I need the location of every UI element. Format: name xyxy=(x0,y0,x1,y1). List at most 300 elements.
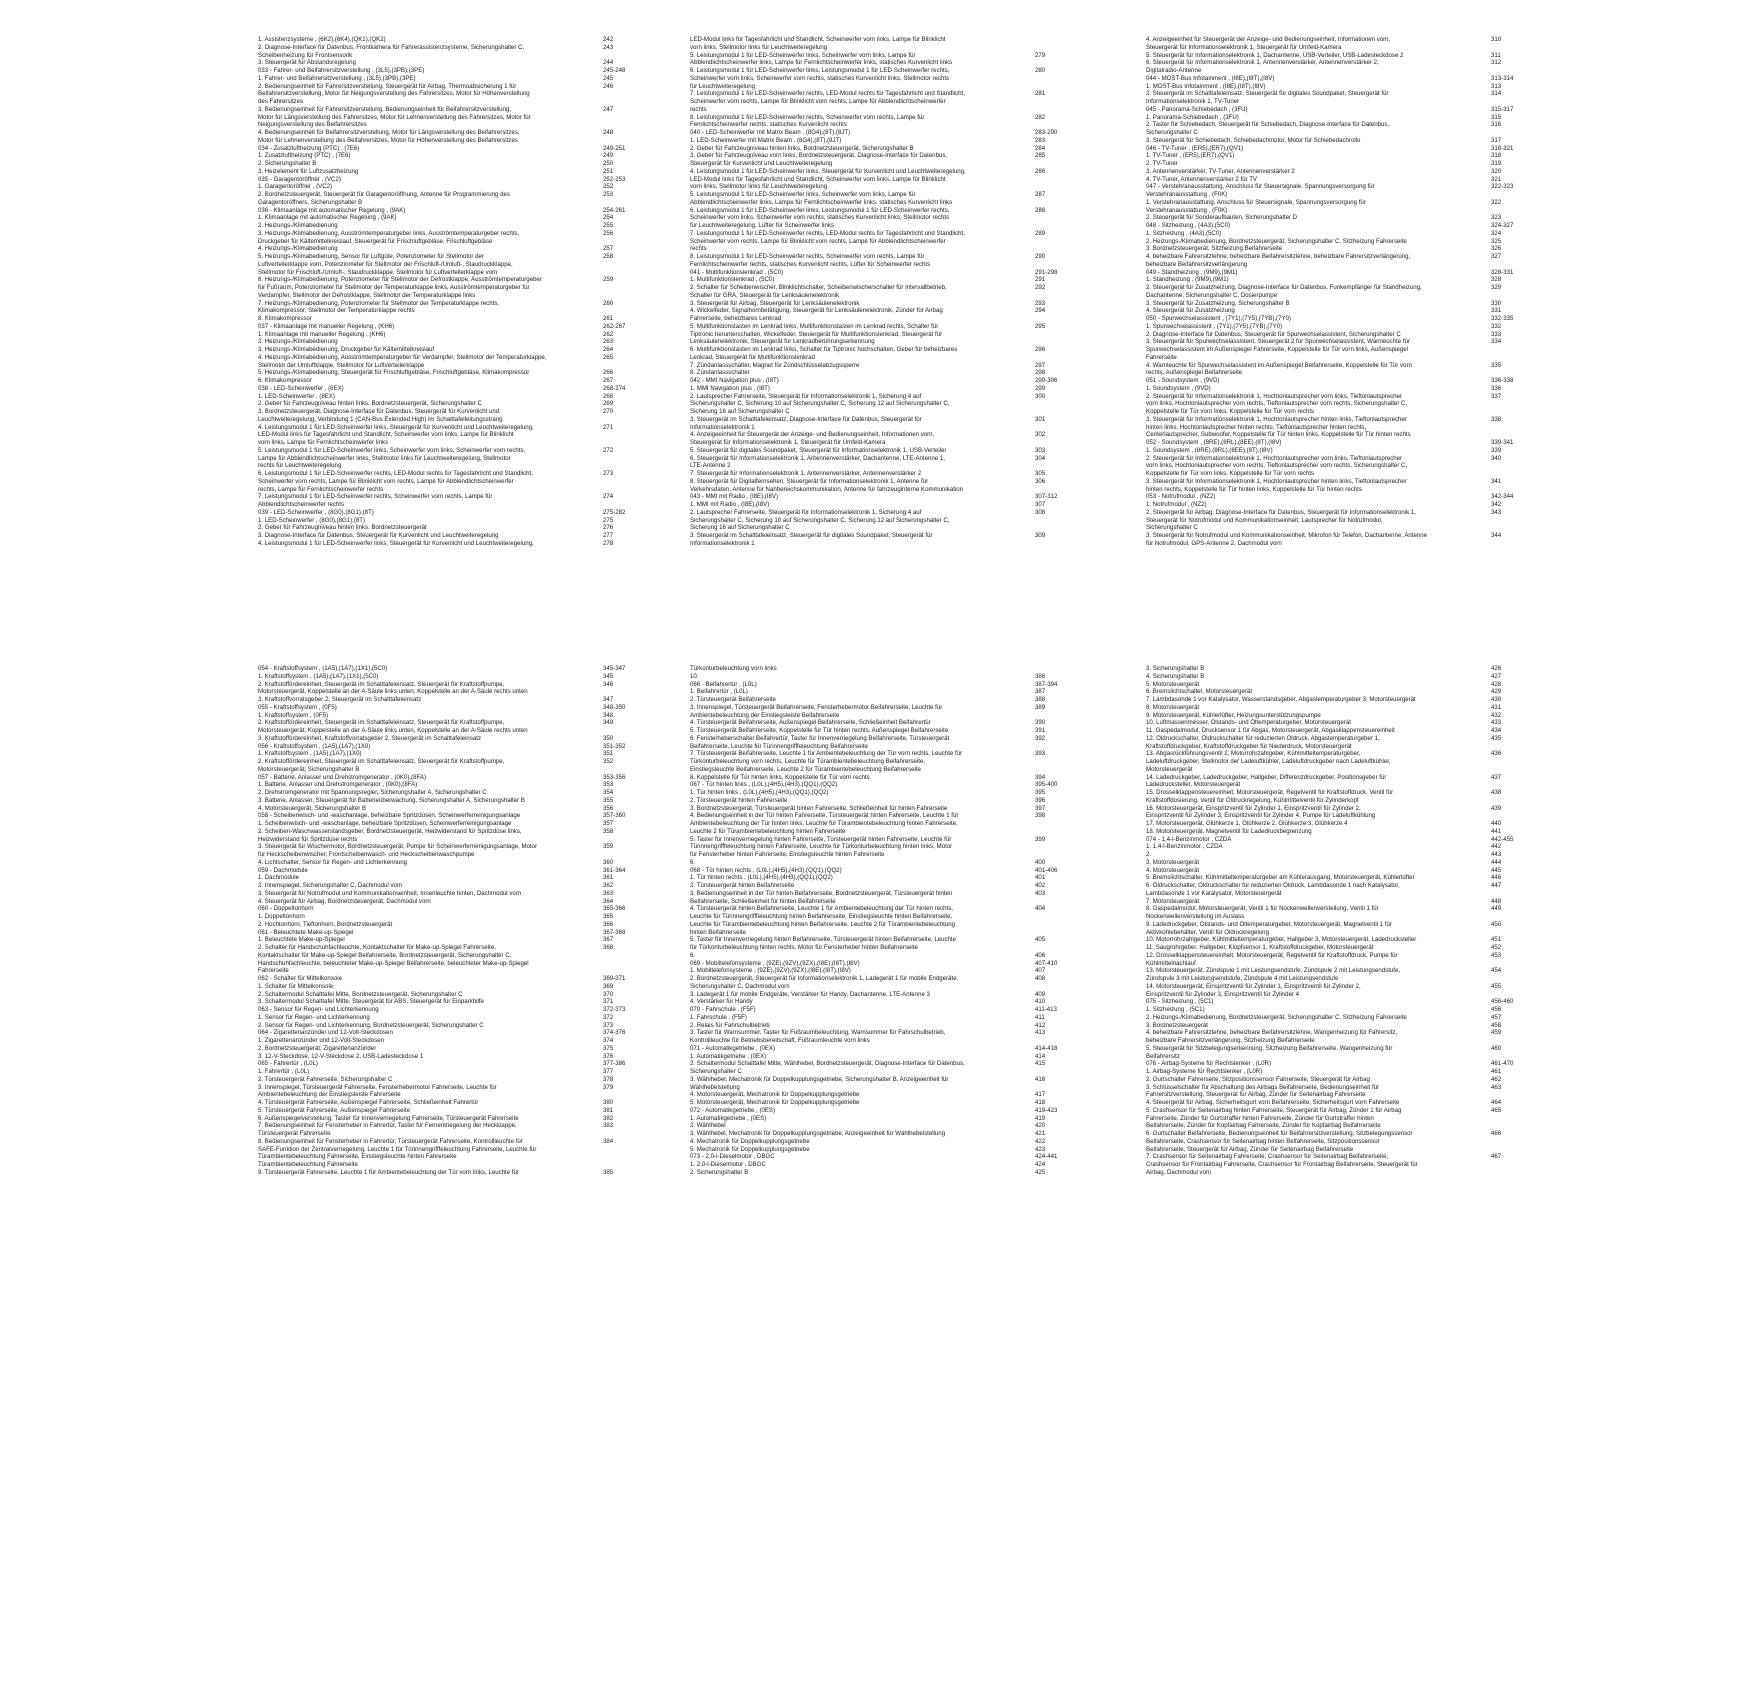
index-entry xyxy=(258,152,628,160)
entry-text: Ambientebeleuchtung der Tür hinten links, Leuchte für Türambientebeleuchtung hinten Fahrerseite, xyxy=(690,820,958,827)
entry-text: Spurwechselassistent im Außenspiegel Fahrerseite, Koppelstelle für Tür vorn links, Außenspiegel xyxy=(1146,346,1409,353)
page-number: 419 xyxy=(1035,1114,1046,1122)
page-number: 273 xyxy=(603,470,614,477)
page-number: 369-371 xyxy=(603,975,626,982)
entry-text: Centerlautsprecher, Subwoofer, Koppelstelle für Tür hinten links, Koppelstelle für Tür hinten rechts xyxy=(1146,431,1411,439)
page-number: 347 xyxy=(603,696,614,703)
index-entry xyxy=(690,52,1060,60)
index-entry xyxy=(690,462,1060,470)
index-entry xyxy=(690,1122,1060,1130)
page-number: 326 xyxy=(1491,245,1502,253)
index-entry xyxy=(690,1153,1060,1161)
entry-text: 6. xyxy=(690,951,696,959)
page-number: 308 xyxy=(1035,508,1046,516)
entry-text: Leuchtweiteregelung, Verbindung 1 (CAN-Bus Extended High) im Schalttafelleitungsstrang xyxy=(258,415,503,423)
entry-text: Beifahrerseite, Zünder für Kopfairbag Fahrerseite, Zünder für Kopfairbag Beifahrerseite xyxy=(1146,1122,1381,1130)
entry-text: 11. Gaspedalmodul, Drucksensor 1 für Abgas, Motorsteuergerät, Abgasklappensteuereinheit xyxy=(1146,727,1395,734)
index-entry xyxy=(690,704,1060,712)
entry-text: Scheinwerfer vorn links, Scheinwerfer vorn rechts, statisches Kurvenlicht links, Stellmotor rechts xyxy=(690,74,950,82)
index-entry xyxy=(258,276,628,284)
index-entry xyxy=(690,774,1060,782)
entry-text: 4. Türsteuergerät Fahrerseite, Außenspiegel Fahrerseite, Schließeinheit Fahrertür xyxy=(258,1099,479,1106)
entry-text: 1. Schalter für Mittelkonsole xyxy=(258,982,334,990)
entry-text: 1. TV-Tuner , (ER5),(ER7),(QV1) xyxy=(1146,152,1235,160)
page-number: 290 xyxy=(1035,253,1046,260)
page-number: 457 xyxy=(1491,1013,1502,1021)
index-entry xyxy=(690,1006,1060,1014)
index-entry xyxy=(1146,673,1516,681)
entry-text: Leuchte 2 für Türambientebeleuchtung hinten Fahrerseite xyxy=(690,827,846,835)
page-number: 252-253 xyxy=(603,175,626,183)
entry-text: vorn links, Hochtonlautsprecher vorn rechts, Tieftonlautsprecher vorn rechts, Sicherungshalter C, xyxy=(1146,400,1408,408)
index-entry xyxy=(258,455,628,463)
entry-text: 2. Innenspiegel, Sicherungshalter C, Dachmodul vorn xyxy=(258,882,403,889)
page-number: 364 xyxy=(603,897,614,905)
entry-text: 1. Fahrschule , (F5F) xyxy=(690,1013,747,1021)
index-entry xyxy=(690,1037,1060,1045)
page-number: 244 xyxy=(603,59,614,67)
entry-text: 3. Bordnetzsteuergerät, Sitzheizung Beifahrerseite xyxy=(1146,245,1283,253)
index-entry xyxy=(690,393,1060,401)
index-entry xyxy=(690,1053,1060,1061)
page-number: 404 xyxy=(1035,905,1046,913)
entry-text: Motorsteuergerät, Koppelstelle an der A-Säule links unten, Koppelstelle an der A-Säule rechts unten xyxy=(258,727,528,734)
index-entry xyxy=(690,532,1060,540)
entry-text: Kontaktschalter für Make-up-Spiegel Beifahrerseite, Bordnetzsteuergerät, Sicherungshalter C, xyxy=(258,951,512,959)
entry-text: 1. 1,4-l-Benzinmotor , CZDA xyxy=(1146,843,1223,851)
index-entry xyxy=(690,665,1060,673)
entry-text: 2. Bordnetzsteuergerät, Steuergerät für Informationselektronik 1, Ladegerät 1 für mobile Endgeräte, xyxy=(690,975,959,982)
page-number: 367 xyxy=(603,936,614,944)
entry-text: 064 - Zigarettenanzünder und 12-Volt-Steckdosen xyxy=(258,1029,393,1037)
entry-text: des Fahrersitzes xyxy=(258,98,304,105)
page-number: 452 xyxy=(1491,944,1502,951)
index-entry xyxy=(1146,59,1516,67)
index-entry xyxy=(690,36,1060,44)
index-entry xyxy=(258,532,628,540)
entry-text: 2. Sicherungshalter B xyxy=(690,1168,749,1176)
entry-text: 3. Steuergerät für Notrufmodul und Kommunikationseinheit, Innenleuchte hinten, Dachmodul vorn xyxy=(258,889,522,897)
index-entry xyxy=(690,766,1060,774)
index-entry xyxy=(1146,400,1516,408)
index-entry xyxy=(1146,735,1516,743)
index-entry xyxy=(1146,98,1516,106)
entry-text: Lambdasonde 1 vor Katalysator, Motorsteuergerät xyxy=(1146,889,1282,897)
page-number: 449 xyxy=(1491,905,1502,913)
index-entry xyxy=(690,719,1060,727)
entry-text: rechts, Lampe für Fernlichtscheinwerfer rechts xyxy=(258,485,384,493)
index-entry xyxy=(258,727,628,735)
index-entry xyxy=(258,323,628,331)
index-entry xyxy=(1146,890,1516,898)
entry-text: Nockenwellenverstellung im Auslass xyxy=(1146,913,1245,920)
page-number: 358 xyxy=(603,827,614,835)
entry-text: Airbag, Dachmodul vorn xyxy=(1146,1168,1212,1176)
index-entry xyxy=(258,439,628,447)
page-number: 248 xyxy=(603,129,614,136)
index-entry xyxy=(258,1045,628,1053)
page-number: 281 xyxy=(1035,90,1046,98)
index-entry xyxy=(1146,1053,1516,1061)
page-number: 377-386 xyxy=(603,1060,626,1068)
page-number: 440 xyxy=(1491,820,1502,827)
entry-text: 060 - Doppeltonhorn xyxy=(258,905,314,913)
entry-text: 6. Heizungs-/Klimabedienung, Potenziometer für Stellmotor der Defrostklappe, Ausströmtemperaturgeber xyxy=(258,276,542,284)
index-entry xyxy=(690,493,1060,501)
index-entry xyxy=(1146,781,1516,789)
entry-text: Einspritzventil für Zylinder 3, Einspritzventil für Zylinder 4 xyxy=(1146,990,1300,998)
entry-text: LED-Modul links für Tagesfahrlicht und Standlicht, Scheinwerfer vorn links, Lampe für Blinklicht xyxy=(258,431,514,439)
index-entry xyxy=(258,673,628,681)
entry-text: 3. Bordnetzsteuergerät, Diagnose-Interface für Datenbus, Steuergerät für Kurvenlicht und xyxy=(258,408,500,415)
index-entry xyxy=(1146,836,1516,844)
page-number: 380 xyxy=(603,1099,614,1106)
index-entry xyxy=(1146,346,1516,354)
index-entry xyxy=(690,44,1060,52)
page-number: 294 xyxy=(1035,307,1046,315)
index-column xyxy=(1146,36,1516,548)
entry-text: Heizwiderstand für Spritzdüse rechts xyxy=(258,835,358,843)
page-number: 392 xyxy=(1035,734,1046,742)
index-entry xyxy=(258,176,628,184)
index-entry xyxy=(1146,719,1516,727)
page-number: 366 xyxy=(603,920,614,928)
index-entry xyxy=(258,207,628,215)
entry-text: 6. Multifunktionstasten im Lenkrad links, Schalter für Tiptronic hochschalten, Geber für beheizbares xyxy=(690,346,958,353)
index-entry xyxy=(258,758,628,766)
page-number: 304 xyxy=(1035,454,1046,462)
page-number: 348-350 xyxy=(603,703,626,711)
index-entry xyxy=(690,152,1060,160)
index-entry xyxy=(1146,1060,1516,1068)
page-number: 346 xyxy=(603,680,614,688)
entry-text: Handschuhfachleuchte, beleuchteter Make-up-Spiegel Beifahrerseite, beleuchteter Make-up-Spiegel xyxy=(258,959,529,967)
index-column xyxy=(258,36,628,548)
page-number: 384 xyxy=(603,1137,614,1145)
page-number: 362 xyxy=(603,882,614,889)
index-entry xyxy=(1146,712,1516,720)
index-entry xyxy=(690,812,1060,820)
entry-text: 3. Bedienungseinheit in der Tür hinten Beifahrerseite, Bordnetzsteuergerät, Türsteuergerät hinten xyxy=(690,889,953,897)
page-number: 356 xyxy=(603,804,614,812)
entry-text: 4. Bedienungseinheit in der Tür hinten Fahrerseite, Türsteuergerät hinten Fahrerseite, Leuchte 1 für xyxy=(690,812,959,820)
index-entry xyxy=(690,851,1060,859)
index-entry xyxy=(1146,106,1516,114)
index-entry xyxy=(258,1014,628,1022)
page-number: 419-423 xyxy=(1035,1106,1058,1114)
entry-text: 2. Diagnose-Interface für Datenbus, Steuergerät für Spurwechselassistent, Sicherungshalter C xyxy=(1146,330,1401,338)
entry-text: 5. Motorsteuergerät xyxy=(1146,680,1200,688)
page-number: 257 xyxy=(603,245,614,253)
index-entry xyxy=(258,509,628,517)
entry-text: 7. Crashsensor für Seitenairbag Fahrerseite, Crashsensor für Seitenairbag Beifahrerseite, xyxy=(1146,1153,1389,1161)
entry-text: vorn links, Stellmotor links für Leuchtweiteregelung xyxy=(690,183,828,191)
entry-text: Garagentoröffners, Sicherungshalter B xyxy=(258,198,363,206)
page-number: 315-317 xyxy=(1491,105,1514,113)
index-entry xyxy=(690,323,1060,331)
index-entry xyxy=(1146,998,1516,1006)
page-number: 374-376 xyxy=(603,1029,626,1037)
entry-text: 6. Klimakompressor xyxy=(258,377,312,384)
entry-text: Beifahrerseite, Steuergerät für Airbag, Zünder für Seitenairbag Beifahrerseite xyxy=(1146,1145,1354,1153)
index-entry xyxy=(258,98,628,106)
index-entry xyxy=(690,478,1060,486)
page-number: 436 xyxy=(1491,750,1502,758)
entry-text: 2. Kraftstoffördereinheit, Steuergerät im Schalttafeleinsatz, Steuergerät für Kraftstoffpumpe, xyxy=(258,719,505,727)
entry-text: 3. Schaltermodul Schalttafel Mitte, Steuergerät für ABS, Steuergerät für Einparkhilfe xyxy=(258,998,484,1006)
page-number: 393 xyxy=(1035,750,1046,758)
page-number: 451 xyxy=(1491,936,1502,944)
page-number: 414 xyxy=(1035,1052,1046,1060)
entry-text: Türambientebeleuchtung Fahrerseite xyxy=(258,1161,358,1168)
page-number: 353 xyxy=(603,781,614,789)
index-entry xyxy=(258,424,628,432)
entry-text: 074 - 1,4-l-Benzinmotor , CZDA xyxy=(1146,835,1232,843)
page-number: 306 xyxy=(1035,477,1046,485)
index-entry xyxy=(1146,145,1516,153)
entry-text: 3. Heizungs-/Klimabedienung, Ausströmtemperaturgeber links, Ausströmtemperaturgeber rechts, xyxy=(258,229,520,237)
page-number: 403 xyxy=(1035,889,1046,897)
index-entry xyxy=(1146,921,1516,929)
page-number: 301 xyxy=(1035,415,1046,423)
entry-text: 8. Bedienungseinheit für Fensterheber in Fahrertür, Türsteuergerät Fahrerseite, Kontrollleuchte für xyxy=(258,1137,523,1145)
index-entry xyxy=(690,230,1060,238)
entry-text: 3. Antennenverstärker, TV-Tuner, Antennenverstärker 2 xyxy=(1146,167,1295,175)
entry-text: Sicherungshalter C xyxy=(1146,524,1198,532)
page-number: 320 xyxy=(1491,167,1502,175)
entry-text: 5. Steuergerät für Sitzbelegungserkennung, Sitzheizung Beifahrerseite, Wangenheizung für xyxy=(1146,1044,1393,1052)
page-number: 448 xyxy=(1491,897,1502,905)
entry-text: 9. Motorsteuergerät, Kühlerlüfter, Heizungsunterstützungspumpe xyxy=(1146,711,1321,719)
index-entry xyxy=(1146,960,1516,968)
page-number: 363 xyxy=(603,889,614,897)
entry-text: 4. Leistungsmodul 1 für LED-Scheinwerfer links, Steuergerät für Kurvenlicht und Leuchtweiteregelung, xyxy=(258,423,534,431)
entry-text: 5. Crashsensor für Seitenairbag hinten Fahrerseite, Steuergerät für Airbag, Zünder 1 für Airbag xyxy=(1146,1106,1402,1114)
index-entry xyxy=(1146,913,1516,921)
entry-text: Scheinwerfer vorn links, Scheinwerfer vorn rechts, statisches Kurvenlicht links, Stellmotor rechts xyxy=(690,214,950,222)
entry-text: 4. beheizbare Fahrersitzlehne, beheizbare Beifahrersitzlehne, Wangenheizung für Fahrersitz, xyxy=(1146,1029,1398,1037)
index-entry xyxy=(1146,805,1516,813)
index-entry xyxy=(690,509,1060,517)
entry-text: 7. Türsteuergerät Beifahrerseite, Leuchte 1 für Ambientebeleuchtung der Tür vorn rechts, Leuchte für xyxy=(690,750,963,758)
page-number: 317 xyxy=(1491,136,1502,144)
index-entry xyxy=(258,354,628,362)
index-entry xyxy=(690,975,1060,983)
entry-text: 8. Klimakompressor xyxy=(258,315,312,322)
entry-text: Türsteuergerät Fahrerseite xyxy=(258,1130,331,1137)
entry-text: 2. Drehstromgenerator mit Spannungsregler, Sicherungshalter A, Sicherungshalter C xyxy=(258,789,487,796)
page-number: 275-282 xyxy=(603,508,626,516)
entry-text: 5. Heizungs-/Klimabedienung, Steuergerät für Frischluftgebläse, Frischluftgebläse, Klimakompressor xyxy=(258,369,530,377)
entry-text: 3. Batterie, Anlasser, Steuergerät für Batterieüberwachung, Sicherungshalter A, Sicherungshalter B xyxy=(258,796,525,804)
index-entry xyxy=(258,269,628,277)
index-entry xyxy=(258,385,628,393)
entry-text: 2. Steuergerät für Airbag, Diagnose-Interface für Datenbus, Steuergerät für Informationselektronik 1, xyxy=(1146,508,1416,516)
entry-text: Koppelstelle für Tür vorn links, Koppelstelle für Tür vorn rechts xyxy=(1146,470,1315,477)
entry-text: 067 - Tür hinten links , (L0L),(4H5),(4H3),(QQ1),(QQ2) xyxy=(690,781,838,789)
index-entry xyxy=(1146,975,1516,983)
entry-text: 1. Fahrertür , (L0L) xyxy=(258,1068,310,1075)
index-entry xyxy=(258,145,628,153)
entry-text: 4. Steuergerät für Airbag, Bordnetzsteuergerät, Dachmodul vorn xyxy=(258,897,431,905)
index-entry xyxy=(690,1146,1060,1154)
entry-text: 4. beheizbare Fahrersitzlehne, beheizbare Beifahrersitzlehne, beheizbare Fahrersitzverlängerung, xyxy=(1146,253,1411,260)
entry-text: 1. Panorama-Schiebedach , (3FU) xyxy=(1146,113,1239,121)
index-entry xyxy=(258,90,628,98)
index-entry xyxy=(1146,929,1516,937)
index-entry xyxy=(258,836,628,844)
entry-text: 3. Steuergerät für Schiebedach, Schiebedachmotor, Motor für Schiebedachrollo xyxy=(1146,136,1361,144)
page-number: 430 xyxy=(1491,696,1502,703)
page-number: 423 xyxy=(1035,1145,1046,1153)
index-entry xyxy=(690,890,1060,898)
index-entry xyxy=(1146,470,1516,478)
entry-text: Motorsteuergerät, Sicherungshalter B xyxy=(258,765,360,773)
entry-text: 11. Saugrohrgeber, Hallgeber, Klopfsensor 1, Kraftstoffdruckgeber, Motorsteuergerät xyxy=(1146,944,1374,951)
index-entry xyxy=(258,106,628,114)
page-number: 420 xyxy=(1035,1122,1046,1130)
index-entry xyxy=(690,1161,1060,1169)
entry-text: Kühlmittelnachlauf xyxy=(1146,959,1196,967)
index-entry xyxy=(1146,1130,1516,1138)
page-number: 464 xyxy=(1491,1099,1502,1106)
index-entry xyxy=(1146,1146,1516,1154)
index-entry xyxy=(1146,416,1516,424)
entry-text: 3. Kraftstoffördereinheit, Kraftstoffvorratsgeber 2, Steuergerät im Schalttafeleinsatz xyxy=(258,734,481,742)
entry-text: für Heckscheibenwischer, Frontscheibenwasch- und Heckscheibenwaschpumpe xyxy=(258,851,475,858)
index-entry xyxy=(690,253,1060,261)
page-number: 345 xyxy=(603,672,614,680)
index-column xyxy=(1146,665,1516,1177)
page-number: 284 xyxy=(1035,144,1046,152)
entry-text: Crashsensor für Frontairbag Fahrerseite, Crashsensor für Frontairbag Beifahrerseite, Steuergerät für xyxy=(1146,1161,1418,1168)
entry-text: 3. Steuergerät für Spurwechselassistent, Steuergerät 2 für Spurwechselassistent, Warnleuchte für xyxy=(1146,338,1410,346)
index-entry xyxy=(258,470,628,478)
entry-text: 043 - MMI mit Radio , (I8E),(I8V) xyxy=(690,493,779,501)
page-number: 454 xyxy=(1491,967,1502,975)
index-entry xyxy=(690,292,1060,300)
index-entry xyxy=(1146,323,1516,331)
entry-text: 1. Soundsystem , (9VD) xyxy=(1146,384,1211,392)
entry-text: 055 - Kraftstoffsystem , (0F5) xyxy=(258,703,337,711)
index-entry xyxy=(258,851,628,859)
index-entry xyxy=(690,952,1060,960)
entry-text: 5. Steuergerät für digitales Soundpaket, Steuergerät für Informationselektronik 1, USB-Verteiler xyxy=(690,446,947,454)
entry-text: Steuergerät für Kurvenlicht und Leuchtweiteregelung xyxy=(690,160,833,167)
index-entry xyxy=(258,774,628,782)
entry-text: 1. Kraftstoffsystem , (0F5) xyxy=(258,711,328,719)
entry-text: 4. Heizungs-/Klimabedienung xyxy=(258,245,338,253)
index-entry xyxy=(1146,455,1516,463)
entry-text: 8. Leistungsmodul 1 für LED-Scheinwerfer rechts, Scheinwerfer vorn rechts, Lampe für xyxy=(690,113,925,121)
page-number: 286 xyxy=(1035,167,1046,175)
index-entry xyxy=(258,1161,628,1169)
entry-text: Fahrerseite xyxy=(258,967,289,975)
entry-text: Wählhebelstellung xyxy=(690,1083,740,1091)
entry-text: 1. Automatikgetriebe , (0EX) xyxy=(690,1052,767,1060)
page-number: 258 xyxy=(603,253,614,260)
entry-text: 4. Leistungsmodul 1 für LED-Scheinwerfer links, Steuergerät für Kurvenlicht und Leuchtweiteregelung, xyxy=(690,167,966,175)
index-entry xyxy=(1146,1076,1516,1084)
index-entry xyxy=(690,998,1060,1006)
index-entry xyxy=(1146,129,1516,137)
index-entry xyxy=(258,245,628,253)
page-number: 396 xyxy=(1035,796,1046,804)
index-entry xyxy=(690,276,1060,284)
index-entry xyxy=(258,44,628,52)
page-number: 467 xyxy=(1491,1153,1502,1161)
index-entry xyxy=(258,369,628,377)
entry-text: 4. Türsteuergerät hinten Beifahrerseite, Leuchte 1 für Ambientebeleuchtung der Tür hinten rechts, xyxy=(690,905,953,913)
index-entry xyxy=(258,812,628,820)
page-number: 293 xyxy=(1035,299,1046,307)
page-number: 341 xyxy=(1491,477,1502,485)
entry-text: Fahrersitzverstellung, Steuergerät für Airbag, Zünder für Seitenairbag Fahrerseite xyxy=(1146,1091,1366,1099)
index-entry xyxy=(258,820,628,828)
page-number: 429 xyxy=(1491,688,1502,696)
entry-text: 068 - Tür hinten rechts , (L0L),(4H5),(4H3),(QQ1),(QQ2) xyxy=(690,866,842,874)
index-entry xyxy=(1146,408,1516,416)
index-entry xyxy=(690,991,1060,999)
entry-text: Sicherungshalter C, Dachmodul vorn xyxy=(690,982,790,990)
entry-text: Koppelstelle für Tür vorn links, Koppelstelle für Tür vorn rechts xyxy=(1146,408,1315,415)
index-entry xyxy=(258,1115,628,1123)
entry-text: Verstehranausstattung , (F0K) xyxy=(1146,206,1228,214)
page-number: 424-441 xyxy=(1035,1153,1058,1161)
entry-text: für Leuchtweiteregelung, Lüfter für Scheinwerfer links xyxy=(690,222,834,229)
index-entry xyxy=(258,261,628,269)
entry-text: Ladeluftdruckgeber, Stellmotor der Ladeluftkühler, Ladeluftdruckgeber nach Ladeluftkühler, xyxy=(1146,758,1391,765)
index-entry xyxy=(690,75,1060,83)
entry-text: 7. Lambdasonde 1 vor Katalysator, Wasserstandsgeber, Abgastemperaturgeber 3, Motorsteuergerät xyxy=(1146,696,1416,703)
index-entry xyxy=(258,743,628,751)
entry-text: 1. Zusatzluftheizung (PTC) , (7E6) xyxy=(258,152,351,160)
index-entry xyxy=(258,416,628,424)
entry-text: 037 - Klimaanlage mit manueller Regelung , (KH6) xyxy=(258,322,395,330)
page-number: 328-331 xyxy=(1491,268,1514,276)
page-number: 376 xyxy=(603,1052,614,1060)
entry-text: 1. LED-Scheinwerfer mit Matrix Beam , (8G4),(8T),(8JT) xyxy=(690,136,842,144)
entry-text: 8. Motorsteuergerät xyxy=(1146,703,1200,711)
entry-text: 3. Steuergerät im Schalttafeleinsatz, Diagnose-Interface für Datenbus, Steuergerät für xyxy=(690,415,922,423)
entry-text: 052 - Soundsystem , (8RE),(8RL),(8EE),(8T),(I8V) xyxy=(1146,439,1282,446)
entry-text: 2. Türsteuergerät Fahrerseite, Sicherungshalter C xyxy=(258,1075,393,1083)
entry-text: 3. Steuergerät für Informationselektronik 1, Hochtonlautsprecher hinten links, Tieftonlautsprecher xyxy=(1146,415,1407,423)
entry-text: 2. Bordnetzsteuergerät, Steuergerät für Garagentoröffnung, Antenne für Programmierung des xyxy=(258,191,510,198)
index-entry xyxy=(1146,439,1516,447)
page-number: 268-274 xyxy=(603,384,626,392)
index-entry xyxy=(1146,90,1516,98)
page-number: 342-344 xyxy=(1491,493,1514,501)
index-entry xyxy=(258,307,628,315)
index-entry xyxy=(258,859,628,867)
page-number: 338 xyxy=(1491,415,1502,423)
index-entry xyxy=(1146,766,1516,774)
entry-text: 4. Verstärker für Handy xyxy=(690,998,753,1006)
entry-text: Aktivkohlebehälter, Ventil für Öldruckregelung xyxy=(1146,928,1269,936)
index-entry xyxy=(1146,727,1516,735)
page-number: 321 xyxy=(1491,175,1502,183)
index-entry xyxy=(258,998,628,1006)
entry-text: 2. Schaltermodul Schalttafel Mitte, Bordnetzsteuergerät, Sicherungshalter C xyxy=(258,990,463,998)
entry-text: 2. Bedienungseinheit für Fahrersitzverstellung, Steuergerät für Airbag, Thermoabsicherung 1 für xyxy=(258,82,517,90)
page-number: 408 xyxy=(1035,975,1046,982)
index-entry xyxy=(258,1037,628,1045)
page-number: 447 xyxy=(1491,882,1502,889)
page-number: 357 xyxy=(603,820,614,827)
index-entry xyxy=(690,735,1060,743)
page-number: 322 xyxy=(1491,198,1502,206)
